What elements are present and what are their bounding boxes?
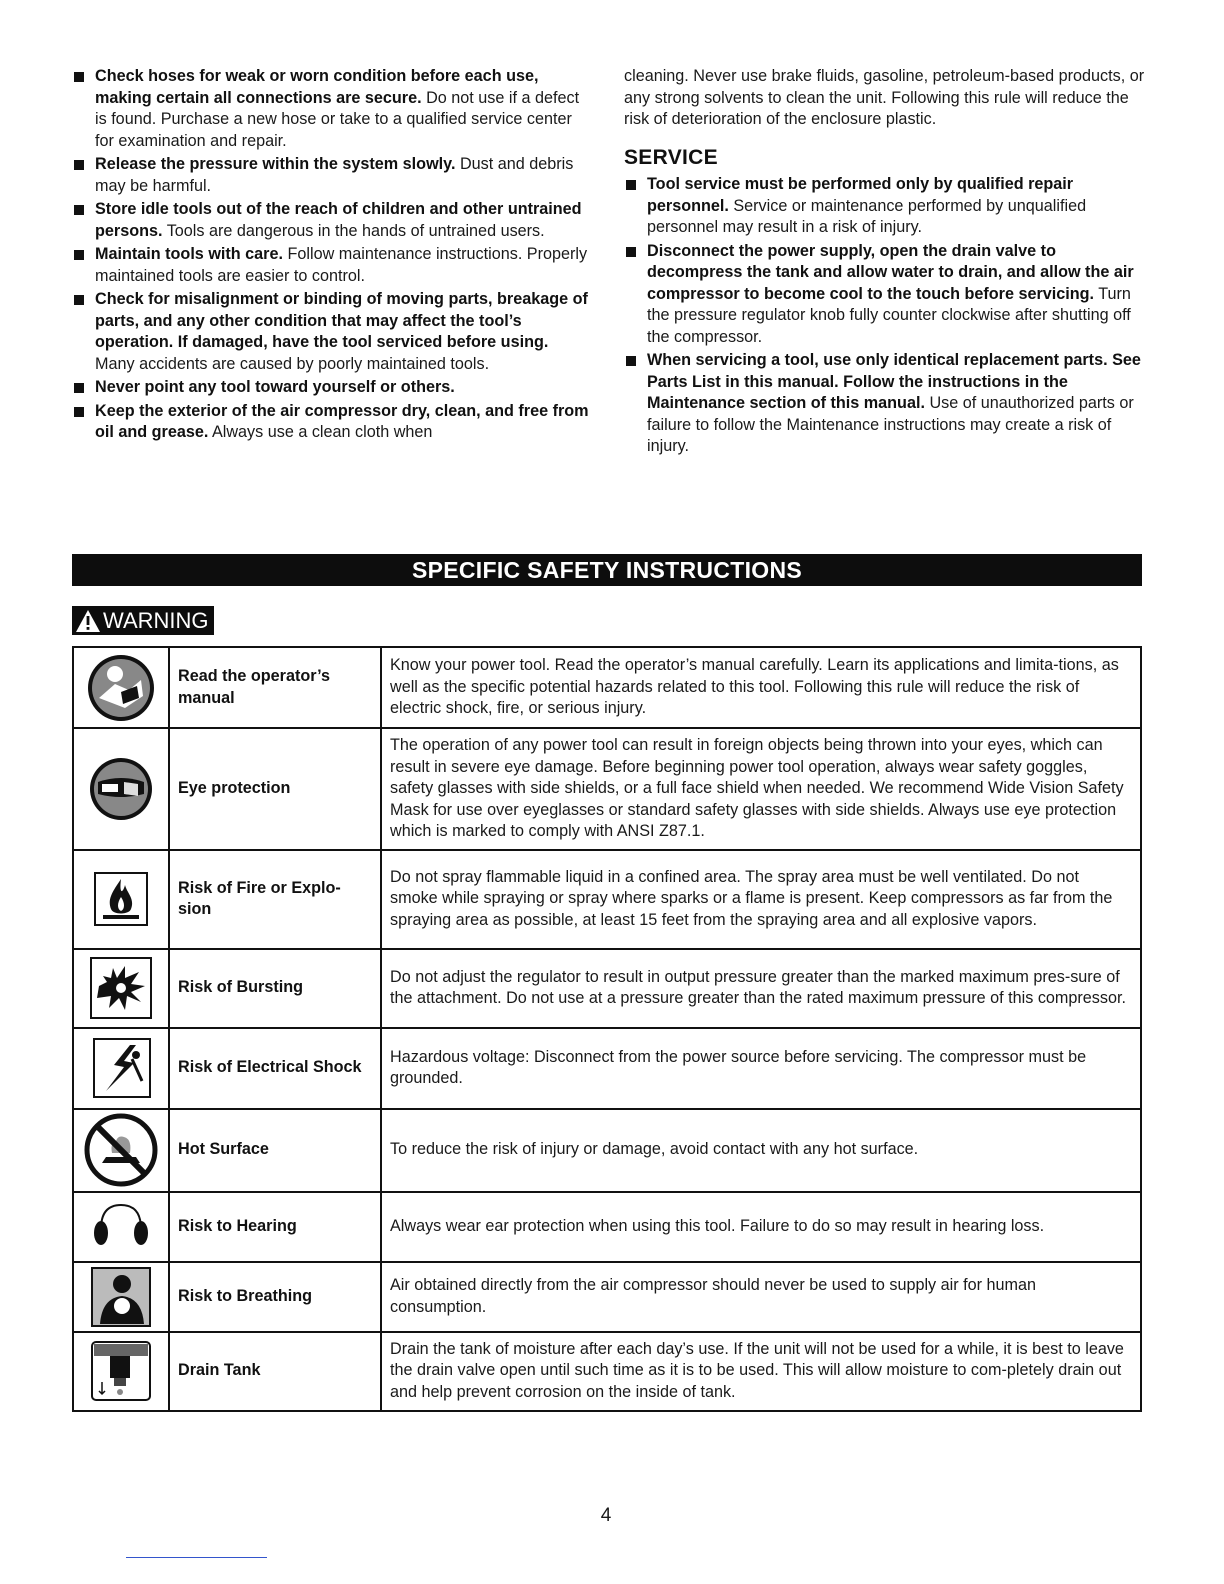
service-heading: SERVICE <box>624 145 718 169</box>
row-description: Do not adjust the regulator to result in output pressure greater than the marked maximum pres-sure of the attachment. Do not use at a pressure greater than the rated maximum pressure of this compressor. <box>381 949 1141 1028</box>
row-description: Always wear ear protection when using this tool. Failure to do so may result in hearing loss. <box>381 1192 1141 1262</box>
icon-cell <box>73 1028 169 1109</box>
row-description: The operation of any power tool can result in foreign objects being thrown into your eyes, which can result in severe eye damage. Before beginning power tool operation, always wear safety goggles, safety glasses with side shields, or a full face shield when needed. We recommend Wide Vision Safety Mask for use over eyeglasses or standard safety glasses with side shields. Always use eye protection which is marked to comply with ANSI Z87.1. <box>381 728 1141 850</box>
warning-label <box>72 606 214 635</box>
icon-cell <box>73 647 169 728</box>
eye-protection-icon <box>88 756 154 822</box>
row-label: Eye protection <box>169 728 381 850</box>
warning-text: WARNING <box>103 608 209 633</box>
left-column <box>72 66 592 446</box>
row-description: Drain the tank of moisture after each day’s use. If the unit will not be used for a while, it is best to leave the drain valve open until such time as it is to be used. This will allow moisture to com-pletely drain out and help prevent corrosion on the inside of tank. <box>381 1332 1141 1411</box>
table-row <box>73 1262 1141 1332</box>
warning-triangle-icon <box>75 609 101 633</box>
fire-icon <box>85 863 157 935</box>
row-description: Air obtained directly from the air compressor should never be used to supply air for human consumption. <box>381 1262 1141 1332</box>
bursting-icon <box>85 952 157 1024</box>
icon-cell <box>73 728 169 850</box>
drain-tank-icon <box>86 1336 156 1406</box>
section-banner: SPECIFIC SAFETY INSTRUCTIONS <box>72 554 1142 586</box>
electrical-shock-icon <box>88 1035 154 1101</box>
table-row <box>73 850 1141 949</box>
page-number: 4 <box>600 1505 612 1526</box>
table-row <box>73 728 1141 850</box>
icon-cell <box>73 1109 169 1192</box>
bullet-item: When servicing a tool, use only identical replacement parts. See Parts List in this manual. Follow the instructions in the Maintenance section of this manual. Use of unauthorized parts or failure to follow the Maintenance instructions may create a risk of injury. <box>624 350 1146 458</box>
row-label: Risk of Bursting <box>169 949 381 1028</box>
icon-cell <box>73 1262 169 1332</box>
safety-table <box>72 646 1142 1412</box>
row-label: Risk of Electrical Shock <box>169 1028 381 1109</box>
bullet-item: Check for misalignment or binding of moving parts, breakage of parts, and any other condition that may affect the tool’s operation. If damaged, have the tool serviced before using. Many accidents are caused by poorly maintained tools. <box>72 289 592 375</box>
bullet-item: Check hoses for weak or worn condition before each use, making certain all connections are secure. Do not use if a defect is found. Purchase a new hose or take to a qualified service center for examination and repair. <box>72 66 592 152</box>
row-description: Know your power tool. Read the operator’s manual carefully. Learn its applications and limita-tions, as well as the specific potential hazards related to this tool. Following this rule will reduce the risk of electric shock, fire, or serious injury. <box>381 647 1141 728</box>
hearing-icon <box>89 1199 153 1255</box>
table-row <box>73 949 1141 1028</box>
icon-cell <box>73 1332 169 1411</box>
icon-cell <box>73 1192 169 1262</box>
row-label: Risk to Hearing <box>169 1192 381 1262</box>
bullet-item: Release the pressure within the system slowly. Dust and debris may be harmful. <box>72 154 592 197</box>
row-label: Drain Tank <box>169 1332 381 1411</box>
bullet-item: Disconnect the power supply, open the drain valve to decompress the tank and allow water to drain, and allow the air compressor to become cool to the touch before servicing. Turn the pressure regulator knob fully counter clockwise after shutting off the compressor. <box>624 241 1146 349</box>
bullet-item: Store idle tools out of the reach of children and other untrained persons. Tools are dangerous in the hands of untrained users. <box>72 199 592 242</box>
bullet-item: Tool service must be performed only by qualified repair personnel. Service or maintenance performed by unqualified personnel may result in a risk of injury. <box>624 174 1146 239</box>
row-label: Hot Surface <box>169 1109 381 1192</box>
row-label: Risk to Breathing <box>169 1262 381 1332</box>
hot-surface-icon <box>84 1113 158 1187</box>
bullet-item: Maintain tools with care. Follow maintenance instructions. Properly maintained tools are easier to control. <box>72 244 592 287</box>
read-manual-icon <box>85 652 157 724</box>
table-row <box>73 1332 1141 1411</box>
table-row <box>73 1109 1141 1192</box>
row-description: To reduce the risk of injury or damage, avoid contact with any hot surface. <box>381 1109 1141 1192</box>
table-row <box>73 647 1141 728</box>
row-label: Risk of Fire or Explo-sion <box>169 850 381 949</box>
row-label: Read the operator’s manual <box>169 647 381 728</box>
breathing-icon <box>88 1266 154 1328</box>
bullet-item: Never point any tool toward yourself or others. <box>72 377 592 399</box>
bullet-item: Keep the exterior of the air compressor dry, clean, and free from oil and grease. Always use a clean cloth when <box>72 401 592 444</box>
table-row <box>73 1028 1141 1109</box>
table-row <box>73 1192 1141 1262</box>
right-column <box>624 66 1146 460</box>
continued-paragraph: cleaning. Never use brake fluids, gasoline, petroleum-based products, or any strong solvents to clean the unit. Following this rule will reduce the risk of deterioration of the enclosure plastic. <box>624 67 1145 128</box>
row-description: Hazardous voltage: Disconnect from the power source before servicing. The compressor must be grounded. <box>381 1028 1141 1109</box>
icon-cell <box>73 949 169 1028</box>
icon-cell <box>73 850 169 949</box>
row-description: Do not spray flammable liquid in a confined area. The spray area must be well ventilated. Do not smoke while spraying or spray where sparks or a flame is present. Keep compressors as far from the spraying area as possible, at least 15 feet from the spraying area and all explosive vapors. <box>381 850 1141 949</box>
footer-rule <box>126 1557 267 1558</box>
